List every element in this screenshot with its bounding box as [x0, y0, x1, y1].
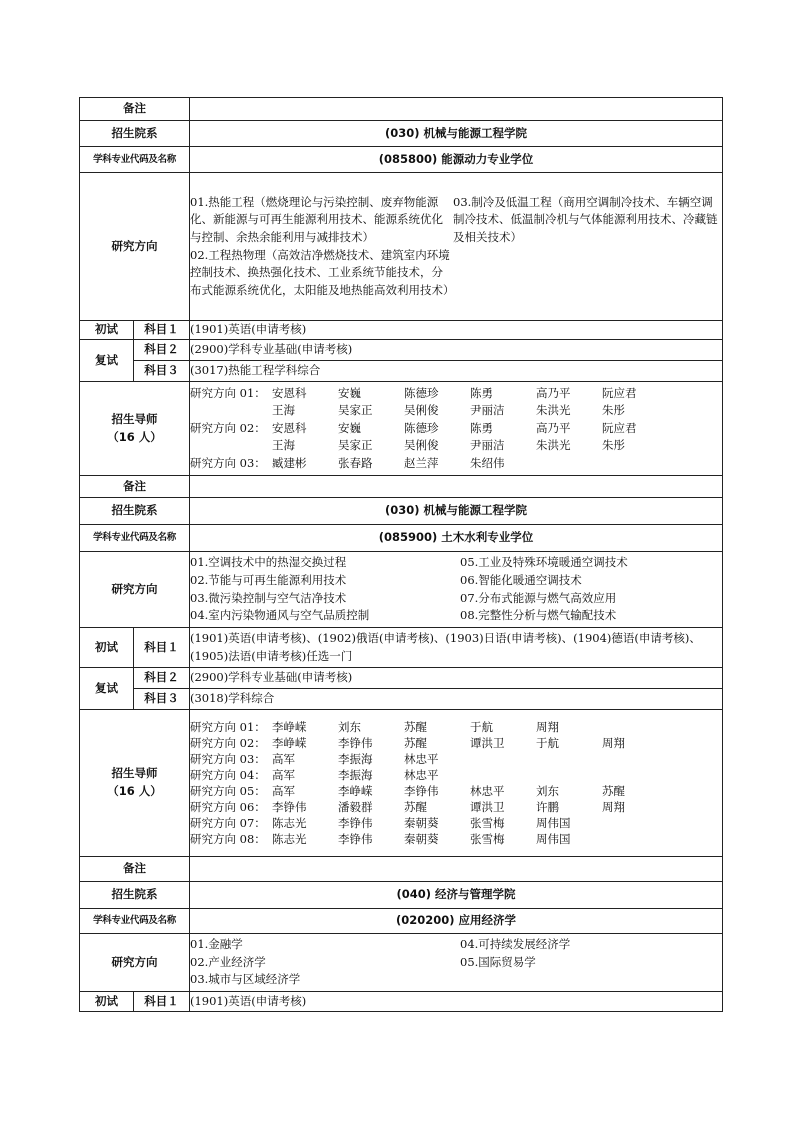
- research-row: [80, 934, 723, 992]
- subject3-value: (3017)热能工程学科综合: [190, 361, 723, 382]
- tutor-name: 李铮伟: [338, 832, 373, 846]
- retest-row: [80, 340, 723, 361]
- tutor-name: 李峥嵘: [272, 736, 307, 750]
- tutor-name: 李振海: [338, 752, 373, 766]
- direction-item: 04.室内污染物通风与空气品质控制: [190, 608, 370, 623]
- tutor-name: 陈勇: [470, 385, 493, 400]
- tutor-name: 高军: [272, 752, 295, 766]
- tutor-name: 苏醒: [404, 736, 427, 750]
- tutor-direction-label: 研究方向 01：: [190, 720, 266, 734]
- tutor-label: [80, 710, 190, 857]
- direction-item: 07.分布式能源与燃气高效应用: [460, 590, 617, 605]
- tutor-label-text: 招生导师: [111, 766, 158, 781]
- tutor-direction-label: 研究方向 07：: [190, 816, 266, 830]
- tutor-name: 谭洪卫: [470, 800, 505, 814]
- research-directions: [190, 552, 723, 628]
- tutor-name: 赵兰萍: [404, 455, 439, 470]
- tutor-name: 周伟国: [536, 832, 571, 846]
- admissions-table: [79, 97, 723, 1012]
- tutor-list: [190, 382, 723, 476]
- tutor-name: 陈志光: [272, 832, 307, 846]
- tutor-name: 刘东: [338, 720, 361, 734]
- tutor-row: [80, 382, 723, 476]
- tutor-direction-label: 研究方向 08：: [190, 832, 266, 846]
- retest-row: [80, 689, 723, 710]
- direction-item: 02.节能与可再生能源利用技术: [190, 572, 347, 587]
- tutor-name: 李铮伟: [272, 800, 307, 814]
- initial-label: 初试: [80, 992, 134, 1012]
- tutor-name: 许鹏: [536, 800, 559, 814]
- direction-item: 02.工程热物理（高效洁净燃烧技术、建筑室内环境控制技术、换热强化技术、工业系统节能技术，分布式能源系统优化，太阳能及地热能高效利用技术）: [190, 247, 455, 297]
- major-row: [80, 909, 723, 934]
- subject1-label: 科目１: [134, 628, 190, 668]
- tutor-name: 张春路: [338, 455, 373, 470]
- tutor-name: 李峥嵘: [272, 720, 307, 734]
- subject1-value: (1901)英语(申请考核): [190, 992, 723, 1012]
- tutor-name: 潘毅群: [338, 800, 373, 814]
- major-value: (085900) 土木水利专业学位: [190, 525, 723, 552]
- tutor-name: 李铮伟: [404, 784, 439, 798]
- subject1-label: 科目１: [134, 321, 190, 340]
- tutor-direction-label: 研究方向 01：: [190, 385, 266, 400]
- direction-item: 01.空调技术中的热湿交换过程: [190, 555, 347, 570]
- major-value: (020200) 应用经济学: [190, 909, 723, 934]
- tutor-name: 尹丽洁: [470, 403, 505, 418]
- tutor-name: 苏醒: [404, 720, 427, 734]
- tutor-name: 陈德珍: [404, 420, 439, 435]
- tutor-name: 苏醒: [404, 800, 427, 814]
- direction-item: 01.金融学: [190, 937, 243, 952]
- research-label: 研究方向: [80, 552, 190, 628]
- tutor-direction-label: 研究方向 04：: [190, 768, 266, 782]
- direction-item: 06.智能化暖通空调技术: [460, 572, 582, 587]
- tutor-name: 高军: [272, 784, 295, 798]
- remarks-label: 备注: [80, 98, 190, 121]
- tutor-name: 张雪梅: [470, 816, 505, 830]
- tutor-direction-label: 研究方向 02：: [190, 420, 266, 435]
- direction-item: [460, 971, 722, 989]
- subject2-label: 科目２: [134, 668, 190, 689]
- research-label: 研究方向: [80, 934, 190, 992]
- tutor-direction-label: [190, 402, 272, 420]
- direction-item: 08.完整性分析与燃气输配技术: [460, 608, 617, 623]
- tutor-name: 周翔: [602, 736, 625, 750]
- tutor-label-text: 招生导师: [111, 411, 158, 426]
- subject1-value: (1901)英语(申请考核): [190, 321, 723, 340]
- tutor-name: 安恩科: [272, 420, 307, 435]
- initial-exam-row: [80, 321, 723, 340]
- tutor-name: 臧建彬: [272, 455, 307, 470]
- tutor-name: 林忠平: [404, 752, 439, 766]
- major-code-label: 学科专业代码及名称: [80, 909, 190, 934]
- tutor-name: 周伟国: [536, 816, 571, 830]
- tutor-name: 刘东: [536, 784, 559, 798]
- remarks-label: 备注: [80, 476, 190, 498]
- remarks-label: 备注: [80, 857, 190, 882]
- remarks-row: [80, 857, 723, 882]
- college-row: [80, 498, 723, 525]
- subject3-label: 科目３: [134, 689, 190, 710]
- subject3-value: (3018)学科综合: [190, 689, 723, 710]
- tutor-count: （16 人）: [107, 429, 162, 444]
- subject3-label: 科目３: [134, 361, 190, 382]
- tutor-name: 高军: [272, 768, 295, 782]
- tutor-name: 安巍: [338, 385, 361, 400]
- tutor-name: 谭洪卫: [470, 736, 505, 750]
- tutor-name: 周翔: [602, 800, 625, 814]
- tutor-name: 安巍: [338, 420, 361, 435]
- major-code-label: 学科专业代码及名称: [80, 525, 190, 552]
- tutor-name: 吴俐俊: [404, 403, 439, 418]
- tutor-name: 阮应君: [602, 385, 637, 400]
- tutor-direction-label: 研究方向 05：: [190, 784, 266, 798]
- tutor-name: 尹丽洁: [470, 438, 505, 453]
- tutor-name: 朱彤: [602, 403, 625, 418]
- tutor-name: 吴家正: [338, 438, 373, 453]
- initial-label: 初试: [80, 628, 134, 668]
- college-row: [80, 882, 723, 909]
- tutor-name: 李峥嵘: [338, 784, 373, 798]
- tutor-label: [80, 382, 190, 476]
- retest-label: 复试: [80, 340, 134, 382]
- subject2-value: (2900)学科专业基础(申请考核): [190, 340, 723, 361]
- direction-item: 04.可持续发展经济学: [460, 937, 571, 952]
- tutor-name: 周翔: [536, 720, 559, 734]
- remarks-value: [190, 476, 723, 498]
- tutor-name: 朱彤: [602, 438, 625, 453]
- direction-item: 05.国际贸易学: [460, 954, 536, 969]
- tutor-count: （16 人）: [107, 784, 162, 798]
- direction-item: 03.微污染控制与空气洁净技术: [190, 590, 347, 605]
- college-value: (030) 机械与能源工程学院: [190, 498, 723, 525]
- tutor-name: 朱绍伟: [470, 455, 505, 470]
- major-value: (085800) 能源动力专业学位: [190, 147, 723, 173]
- subject2-label: 科目２: [134, 340, 190, 361]
- tutor-name: 陈志光: [272, 816, 307, 830]
- tutor-name: 林忠平: [470, 784, 505, 798]
- college-label: 招生院系: [80, 498, 190, 525]
- tutor-name: 李铮伟: [338, 736, 373, 750]
- tutor-name: 陈勇: [470, 420, 493, 435]
- tutor-name: 朱洪光: [536, 403, 571, 418]
- tutor-direction-label: 研究方向 03：: [190, 455, 266, 470]
- college-row: [80, 121, 723, 147]
- tutor-name: 朱洪光: [536, 438, 571, 453]
- tutor-name: 阮应君: [602, 420, 637, 435]
- tutor-row: [80, 710, 723, 857]
- tutor-name: 吴家正: [338, 403, 373, 418]
- tutor-name: 陈德珍: [404, 385, 439, 400]
- remarks-row: [80, 476, 723, 498]
- retest-row: [80, 668, 723, 689]
- retest-label: 复试: [80, 668, 134, 710]
- tutor-name: 秦朝葵: [404, 816, 439, 830]
- direction-item: 03.城市与区域经济学: [190, 972, 301, 987]
- major-code-label: 学科专业代码及名称: [80, 147, 190, 173]
- major-row: [80, 525, 723, 552]
- college-value: (030) 机械与能源工程学院: [190, 121, 723, 147]
- tutor-name: 林忠平: [404, 768, 439, 782]
- tutor-direction-label: [190, 437, 272, 455]
- remarks-value: [190, 98, 723, 121]
- tutor-name: 李振海: [338, 768, 373, 782]
- research-directions: [190, 173, 723, 321]
- tutor-direction-label: 研究方向 03：: [190, 752, 266, 766]
- research-row: [80, 173, 723, 321]
- college-label: 招生院系: [80, 121, 190, 147]
- tutor-name: 高乃平: [536, 385, 571, 400]
- subject2-value: (2900)学科专业基础(申请考核): [190, 668, 723, 689]
- subject1-label: 科目１: [134, 992, 190, 1012]
- direction-item: 02.产业经济学: [190, 954, 266, 969]
- tutor-name: 王海: [272, 403, 295, 418]
- college-label: 招生院系: [80, 882, 190, 909]
- tutor-name: 安恩科: [272, 385, 307, 400]
- direction-item: 03.制冷及低温工程（商用空调制冷技术、车辆空调制冷技术、低温制冷机与气体能源利用技术、冷藏链及相关技术）: [453, 194, 718, 244]
- remarks-row: [80, 98, 723, 121]
- research-label: 研究方向: [80, 173, 190, 321]
- direction-item: 01.热能工程（燃烧理论与污染控制、废弃物能源化、新能源与可再生能源利用技术、能源系统优化与控制、余热余能利用与减排技术）: [190, 194, 443, 244]
- tutor-name: 秦朝葵: [404, 832, 439, 846]
- research-row: [80, 552, 723, 628]
- retest-row: [80, 361, 723, 382]
- tutor-name: 王海: [272, 438, 295, 453]
- tutor-name: 于航: [470, 720, 493, 734]
- tutor-name: 吴俐俊: [404, 438, 439, 453]
- subject1-value: (1901)英语(申请考核)、(1902)俄语(申请考核)、(1903)日语(申请考核)、(1904)德语(申请考核)、(1905)法语(申请考核)任选一门: [190, 628, 723, 668]
- tutor-name: 李铮伟: [338, 816, 373, 830]
- initial-label: 初试: [80, 321, 134, 340]
- initial-exam-row: [80, 628, 723, 668]
- initial-exam-row: [80, 992, 723, 1012]
- direction-item: 05.工业及特殊环境暖通空调技术: [460, 555, 628, 570]
- tutor-direction-label: 研究方向 06：: [190, 800, 266, 814]
- tutor-direction-label: 研究方向 02：: [190, 736, 266, 750]
- tutor-name: 张雪梅: [470, 832, 505, 846]
- tutor-list: [190, 710, 723, 857]
- tutor-name: 苏醒: [602, 784, 625, 798]
- tutor-name: 高乃平: [536, 420, 571, 435]
- college-value: (040) 经济与管理学院: [190, 882, 723, 909]
- major-row: [80, 147, 723, 173]
- tutor-name: 于航: [536, 736, 559, 750]
- research-directions: [190, 934, 723, 992]
- remarks-value: [190, 857, 723, 882]
